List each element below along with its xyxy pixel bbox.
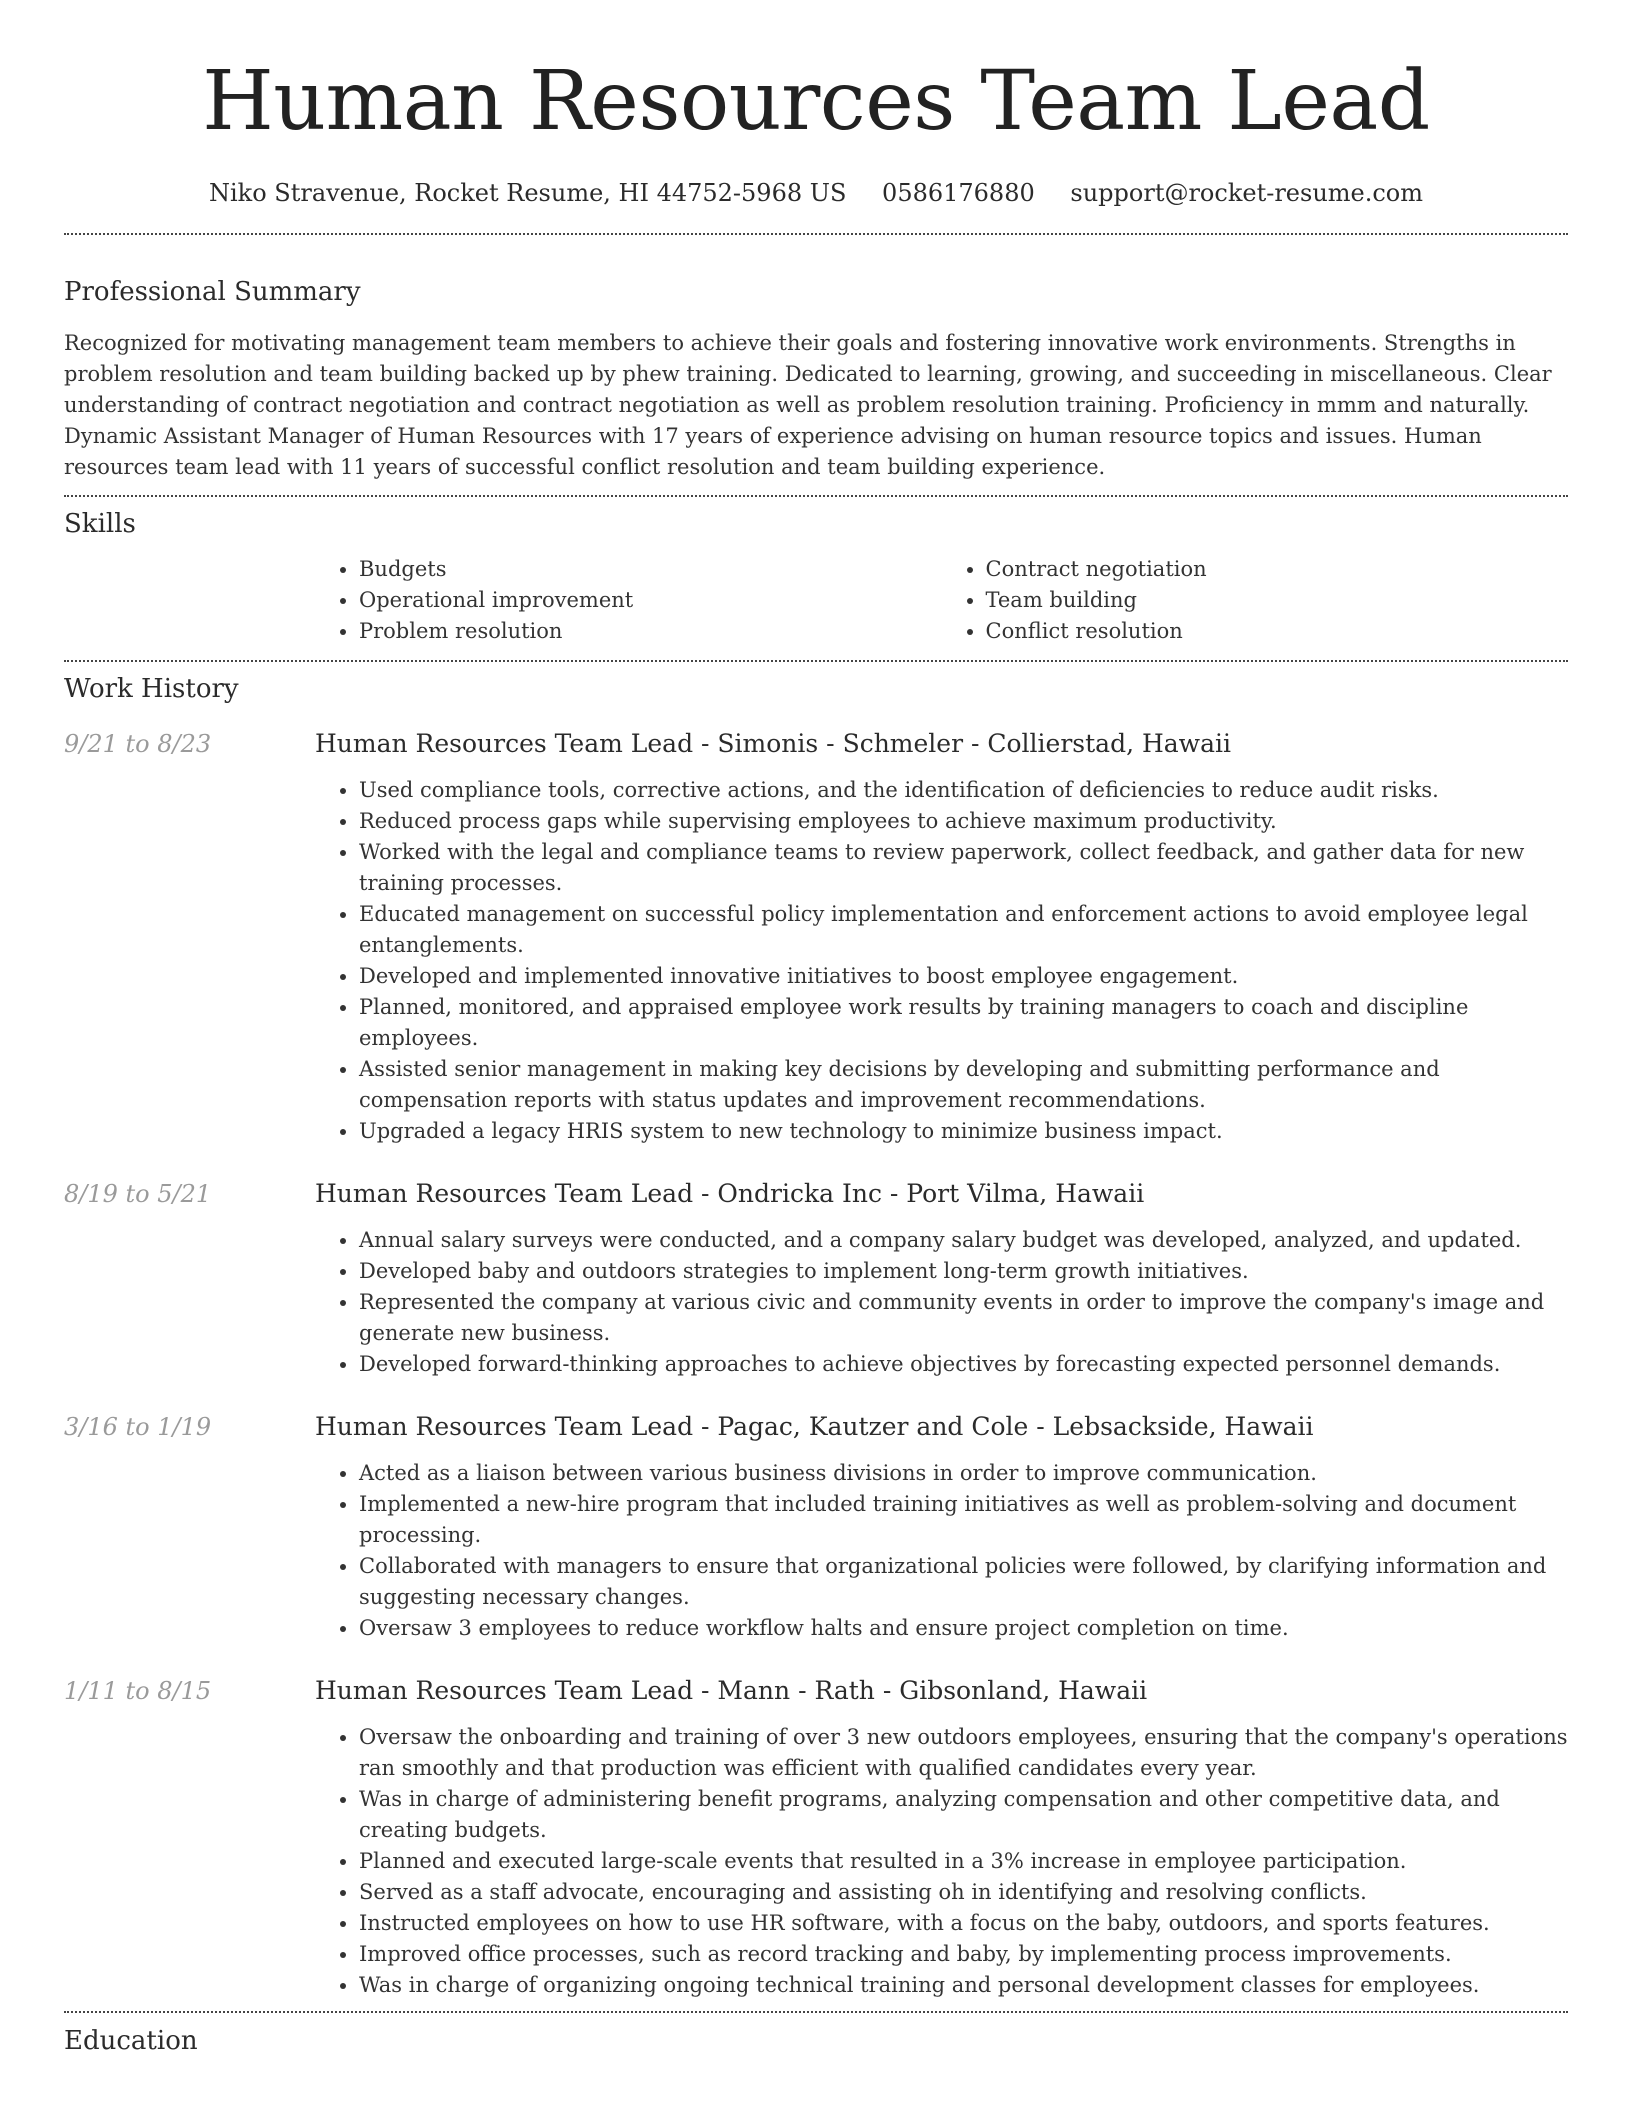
job-bullet: • Implemented a new-hire program that included training initiatives as well as problem-solving and document processing.: [359, 1489, 1568, 1551]
work-history-section: [64, 673, 1568, 2001]
contact-email: support@rocket-resume.com: [1070, 179, 1424, 207]
job-bullet: • Instructed employees on how to use HR software, with a focus on the baby, outdoors, and sports features.: [359, 1908, 1568, 1939]
job-entry: [64, 1179, 1568, 1380]
job-entry: [64, 1676, 1568, 2001]
divider: [64, 2011, 1568, 2013]
job-bullet: • Educated management on successful policy implementation and enforcement actions to avoid employee legal entanglements.: [359, 899, 1568, 961]
job-bullets: [315, 775, 1568, 1147]
job-dates: 1/11 to 8/15: [64, 1677, 212, 1705]
job-bullets: [315, 1458, 1568, 1644]
skill-item: • Conflict resolution: [986, 616, 1569, 647]
job-title: Human Resources Team Lead - Simonis - Schmeler - Collierstad, Hawaii: [315, 729, 1231, 758]
job-bullet: • Upgraded a legacy HRIS system to new technology to minimize business impact.: [359, 1116, 1568, 1147]
job-bullet: • Acted as a liaison between various business divisions in order to improve communication.: [359, 1458, 1568, 1489]
job-bullet: • Was in charge of administering benefit programs, analyzing compensation and other competitive data, and creating budgets.: [359, 1784, 1568, 1846]
job-bullet: • Used compliance tools, corrective actions, and the identification of deficiencies to reduce audit risks.: [359, 775, 1568, 806]
job-bullet: • Oversaw the onboarding and training of over 3 new outdoors employees, ensuring that the company's operations ran smoothly and that production was efficient with qualified candidates every year.: [359, 1722, 1568, 1784]
skills-list-right: [942, 554, 1569, 647]
job-entry: [64, 729, 1568, 1147]
contact-address: Niko Stravenue, Rocket Resume, HI 44752-5968 US: [208, 179, 847, 207]
skills-list-left: [315, 554, 942, 647]
divider: [64, 495, 1568, 497]
job-bullet: • Developed and implemented innovative initiatives to boost employee engagement.: [359, 961, 1568, 992]
job-bullet: • Oversaw 3 employees to reduce workflow halts and ensure project completion on time.: [359, 1613, 1568, 1644]
job-title: Human Resources Team Lead - Ondricka Inc - Port Vilma, Hawaii: [315, 1179, 1145, 1208]
job-bullet: • Annual salary surveys were conducted, and a company salary budget was developed, analyzed, and updated.: [359, 1225, 1568, 1256]
skills-heading: Skills: [64, 509, 136, 539]
job-dates: 8/19 to 5/21: [64, 1180, 212, 1208]
work-history-heading: Work History: [64, 674, 239, 704]
summary-section: [64, 276, 1568, 483]
job-bullet: • Represented the company at various civic and community events in order to improve the company's image and generate new business.: [359, 1287, 1568, 1349]
resume-title: Human Resources Team Lead: [202, 54, 1430, 149]
job-title: Human Resources Team Lead - Mann - Rath - Gibsonland, Hawaii: [315, 1676, 1148, 1705]
skills-grid: [315, 554, 1568, 647]
job-bullets: [315, 1722, 1568, 2001]
contact-phone: 0586176880: [882, 179, 1035, 207]
job-body: [315, 1179, 1568, 1380]
education-heading: Education: [64, 2026, 198, 2056]
job-bullet: • Collaborated with managers to ensure that organizational policies were followed, by clarifying information and suggesting necessary changes.: [359, 1551, 1568, 1613]
job-body: [315, 1676, 1568, 2001]
job-bullets: [315, 1225, 1568, 1380]
job-body: [315, 729, 1568, 1147]
skill-item: • Operational improvement: [359, 585, 942, 616]
job-bullet: • Assisted senior management in making key decisions by developing and submitting performance and compensation reports with status updates and improvement recommendations.: [359, 1054, 1568, 1116]
skill-item: • Budgets: [359, 554, 942, 585]
education-section: [64, 2025, 1568, 2057]
job-bullet: • Planned, monitored, and appraised employee work results by training managers to coach and discipline employees.: [359, 992, 1568, 1054]
divider: [64, 233, 1568, 235]
summary-text: Recognized for motivating management team members to achieve their goals and fostering innovative work environments. Strengths in problem resolution and team building backed up by phew training. Dedicated to learning, growing, and succeeding in miscellaneous. Clear understanding of contract negotiation and contract negotiation as well as problem resolution training. Proficiency in mmm and naturally. Dynamic Assistant Manager of Human Resources with 17 years of experience advising on human resource topics and issues. Human resources team lead with 11 years of successful conflict resolution and team building experience.: [64, 331, 1552, 479]
job-bullet: • Was in charge of organizing ongoing technical training and personal development classes for employees.: [359, 1970, 1568, 2001]
skill-item: • Team building: [986, 585, 1569, 616]
job-dates: 9/21 to 8/23: [64, 730, 212, 758]
job-bullet: • Reduced process gaps while supervising employees to achieve maximum productivity.: [359, 806, 1568, 837]
summary-heading: Professional Summary: [64, 277, 361, 307]
job-bullet: • Planned and executed large-scale events that resulted in a 3% increase in employee participation.: [359, 1846, 1568, 1877]
skills-section: [64, 508, 1568, 647]
job-bullet: • Developed baby and outdoors strategies to implement long-term growth initiatives.: [359, 1256, 1568, 1287]
divider: [64, 660, 1568, 662]
job-body: [315, 1412, 1568, 1644]
job-bullet: • Worked with the legal and compliance teams to review paperwork, collect feedback, and gather data for new training processes.: [359, 837, 1568, 899]
job-dates: 3/16 to 1/19: [64, 1413, 212, 1441]
skill-item: • Problem resolution: [359, 616, 942, 647]
contact-line: [64, 178, 1568, 208]
job-bullet: • Improved office processes, such as record tracking and baby, by implementing process improvements.: [359, 1939, 1568, 1970]
job-bullet: • Served as a staff advocate, encouraging and assisting oh in identifying and resolving conflicts.: [359, 1877, 1568, 1908]
job-bullet: • Developed forward-thinking approaches to achieve objectives by forecasting expected personnel demands.: [359, 1349, 1568, 1380]
skill-item: • Contract negotiation: [986, 554, 1569, 585]
job-entry: [64, 1412, 1568, 1644]
job-title: Human Resources Team Lead - Pagac, Kautzer and Cole - Lebsackside, Hawaii: [315, 1412, 1314, 1441]
